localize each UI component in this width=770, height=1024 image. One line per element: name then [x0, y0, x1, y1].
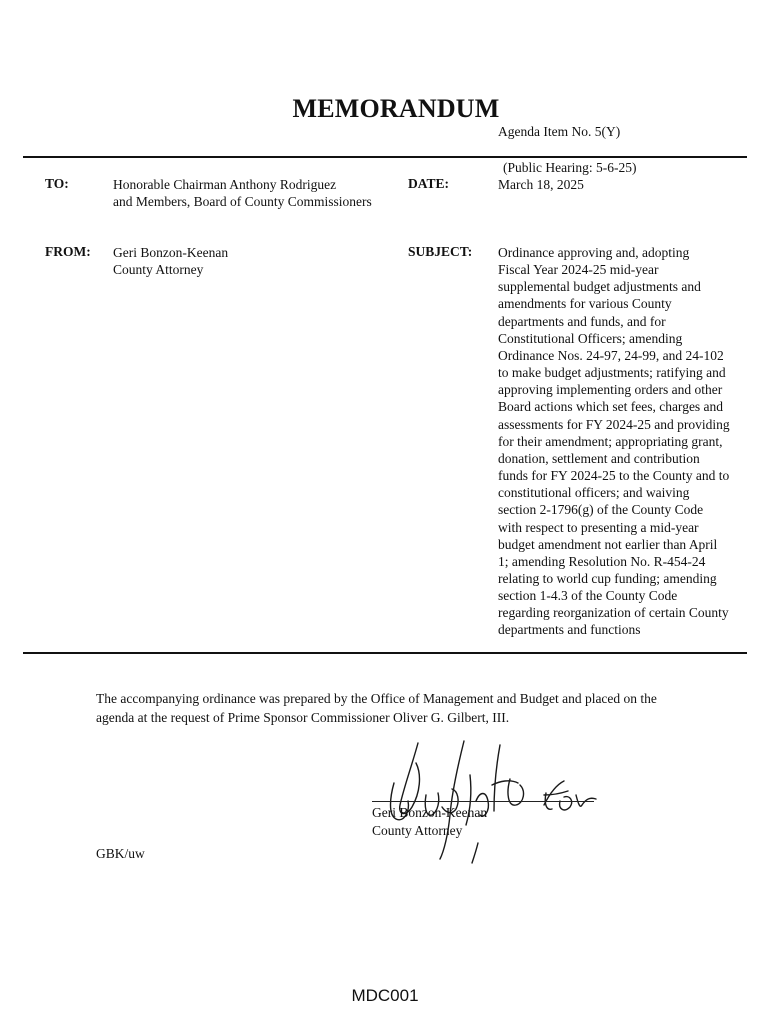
- top-rule: [23, 156, 747, 158]
- subject-line: departments and funds, and for: [498, 313, 666, 329]
- subject-line: constitutional officers; and waiving: [498, 485, 690, 501]
- typist-initials: GBK/uw: [96, 846, 145, 861]
- subject-line: with respect to presenting a mid-year: [498, 519, 699, 535]
- subject-line: to make budget adjustments; ratifying and: [498, 365, 726, 381]
- subject-line: donation, settlement and contribution: [498, 450, 700, 466]
- from-sender: [113, 244, 228, 278]
- to-line-1: Honorable Chairman Anthony Rodriguez: [113, 177, 337, 192]
- subject-line: Constitutional Officers; amending: [498, 330, 683, 346]
- body-line-1: The accompanying ordinance was prepared by the Office of Management and Budget and placed on the: [96, 691, 657, 706]
- signer-title: County Attorney: [372, 823, 463, 838]
- subject-line: section 1-4.3 of the County Code: [498, 588, 678, 604]
- handwritten-signature: [360, 735, 600, 865]
- subject-line: relating to world cup funding; amending: [498, 570, 717, 586]
- date-value: March 18, 2025: [498, 177, 584, 192]
- to-recipient: [113, 176, 372, 210]
- subject-line: Ordinance approving and, adopting: [498, 245, 690, 260]
- subject-text: [498, 244, 750, 639]
- to-line-2: and Members, Board of County Commissioners: [113, 194, 372, 210]
- subject-line: assessments for FY 2024-25 and providing: [498, 416, 730, 432]
- subject-line: amendments for various County: [498, 296, 672, 312]
- subject-line: funds for FY 2024-25 to the County and to: [498, 468, 730, 484]
- signature-line: [372, 801, 594, 802]
- subject-line: departments and functions: [498, 622, 641, 638]
- subject-line: section 2-1796(g) of the County Code: [498, 502, 704, 518]
- subject-line: supplemental budget adjustments and: [498, 279, 701, 295]
- subject-line: approving implementing orders and other: [498, 382, 723, 398]
- from-line-1: Geri Bonzon-Keenan: [113, 245, 229, 260]
- subject-label: SUBJECT:: [408, 244, 473, 259]
- subject-line: regarding reorganization of certain County: [498, 605, 729, 621]
- date-label: DATE:: [408, 176, 450, 191]
- public-hearing-date: (Public Hearing: 5-6-25): [503, 160, 637, 175]
- from-label: FROM:: [45, 244, 91, 259]
- signer-name: Geri Bonzon-Keenan: [372, 805, 488, 820]
- memo-title: MEMORANDUM: [292, 94, 500, 123]
- body-paragraph: [96, 689, 657, 727]
- body-line-2: agenda at the request of Prime Sponsor Commissioner Oliver G. Gilbert, III.: [96, 710, 510, 725]
- subject-line: Board actions which set fees, charges and: [498, 399, 724, 415]
- from-line-2: County Attorney: [113, 262, 204, 278]
- subject-line: for their amendment; appropriating grant,: [498, 433, 723, 449]
- bottom-rule: [23, 652, 747, 654]
- agenda-item-number: Agenda Item No. 5(Y): [498, 124, 621, 139]
- to-label: TO:: [45, 176, 69, 191]
- page-footer-code: MDC001: [351, 986, 419, 1005]
- subject-line: Fiscal Year 2024-25 mid-year: [498, 262, 659, 278]
- subject-line: 1; amending Resolution No. R-454-24: [498, 553, 706, 569]
- subject-line: Ordinance Nos. 24-97, 24-99, and 24-102: [498, 347, 724, 363]
- subject-line: budget amendment not earlier than April: [498, 536, 718, 552]
